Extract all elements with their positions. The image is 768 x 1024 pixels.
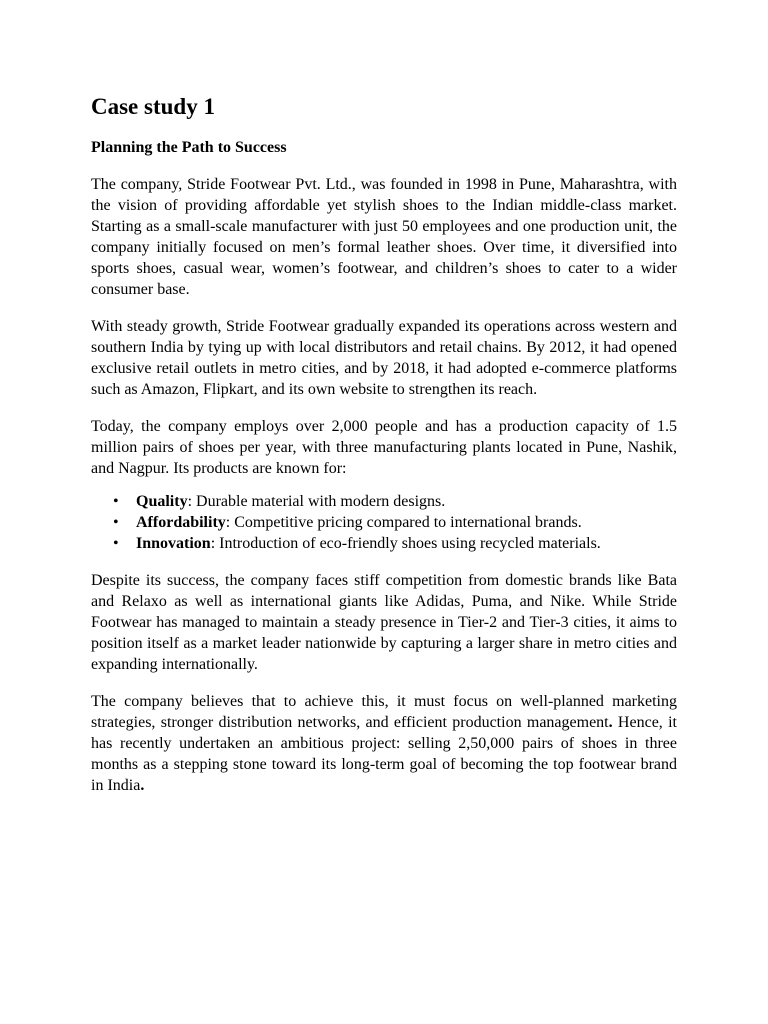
document-page <box>91 93 677 796</box>
bullet-icon: • <box>113 493 119 510</box>
list-item <box>91 533 677 554</box>
list-item-text: : Competitive pricing compared to international brands. <box>225 514 582 531</box>
document-title: Case study 1 <box>91 94 215 119</box>
list-item-text: : Introduction of eco-friendly shoes using recycled materials. <box>210 535 601 552</box>
list-item-text: : Durable material with modern designs. <box>187 493 446 510</box>
list-item <box>91 512 677 533</box>
list-item-term: Innovation <box>136 535 211 552</box>
paragraph-competition: Despite its success, the company faces stiff competition from domestic brands like Bata and Relaxo as well as international giants like Adidas, Puma, and Nike. While Stride Footwear has managed to maintain a steady presence in Tier-2 and Tier-3 cities, it aims to position itself as a market leader nationwide by capturing a larger share in metro cities and expanding internationally. <box>91 572 677 673</box>
strategy-text-part2: Hence, it has recently undertaken an ambitious project: selling 2,50,000 pairs of shoes in three months as a stepping stone toward its long-term goal of becoming the top footwear brand in India <box>91 714 677 794</box>
list-item-term: Affordability <box>136 514 226 531</box>
document-subtitle: Planning the Path to Success <box>91 139 287 156</box>
paragraph-today: Today, the company employs over 2,000 people and has a production capacity of 1.5 million pairs of shoes per year, with three manufacturing plants located in Pune, Nashik, and Nagpur. Its products are known for: <box>91 418 677 477</box>
list-item <box>91 491 677 512</box>
paragraph-history: The company, Stride Footwear Pvt. Ltd., was founded in 1998 in Pune, Maharashtra, with the vision of providing affordable yet stylish shoes to the Indian middle-class market. Starting as a small-scale manufacturer with just 50 employees and one production unit, the company initially focused on men’s formal leather shoes. Over time, it diversified into sports shoes, casual wear, women’s footwear, and children’s shoes to cater to a wider consumer base. <box>91 176 677 298</box>
paragraph-strategy <box>91 691 677 796</box>
paragraph-growth: With steady growth, Stride Footwear gradually expanded its operations across western and southern India by tying up with local distributors and retail chains. By 2012, it had opened exclusive retail outlets in metro cities, and by 2018, it had adopted e-commerce platforms such as Amazon, Flipkart, and its own website to strengthen its reach. <box>91 318 677 398</box>
strategy-text-part1: The company believes that to achieve this, it must focus on well-planned marketing strategies, stronger distribution networks, and efficient production management <box>91 693 677 731</box>
product-qualities-list <box>91 491 677 554</box>
strategy-bold-period-2: . <box>140 777 145 794</box>
bullet-icon: • <box>113 514 119 531</box>
list-item-term: Quality <box>136 493 188 510</box>
bullet-icon: • <box>113 535 119 552</box>
strategy-bold-period-1: . <box>608 714 613 731</box>
